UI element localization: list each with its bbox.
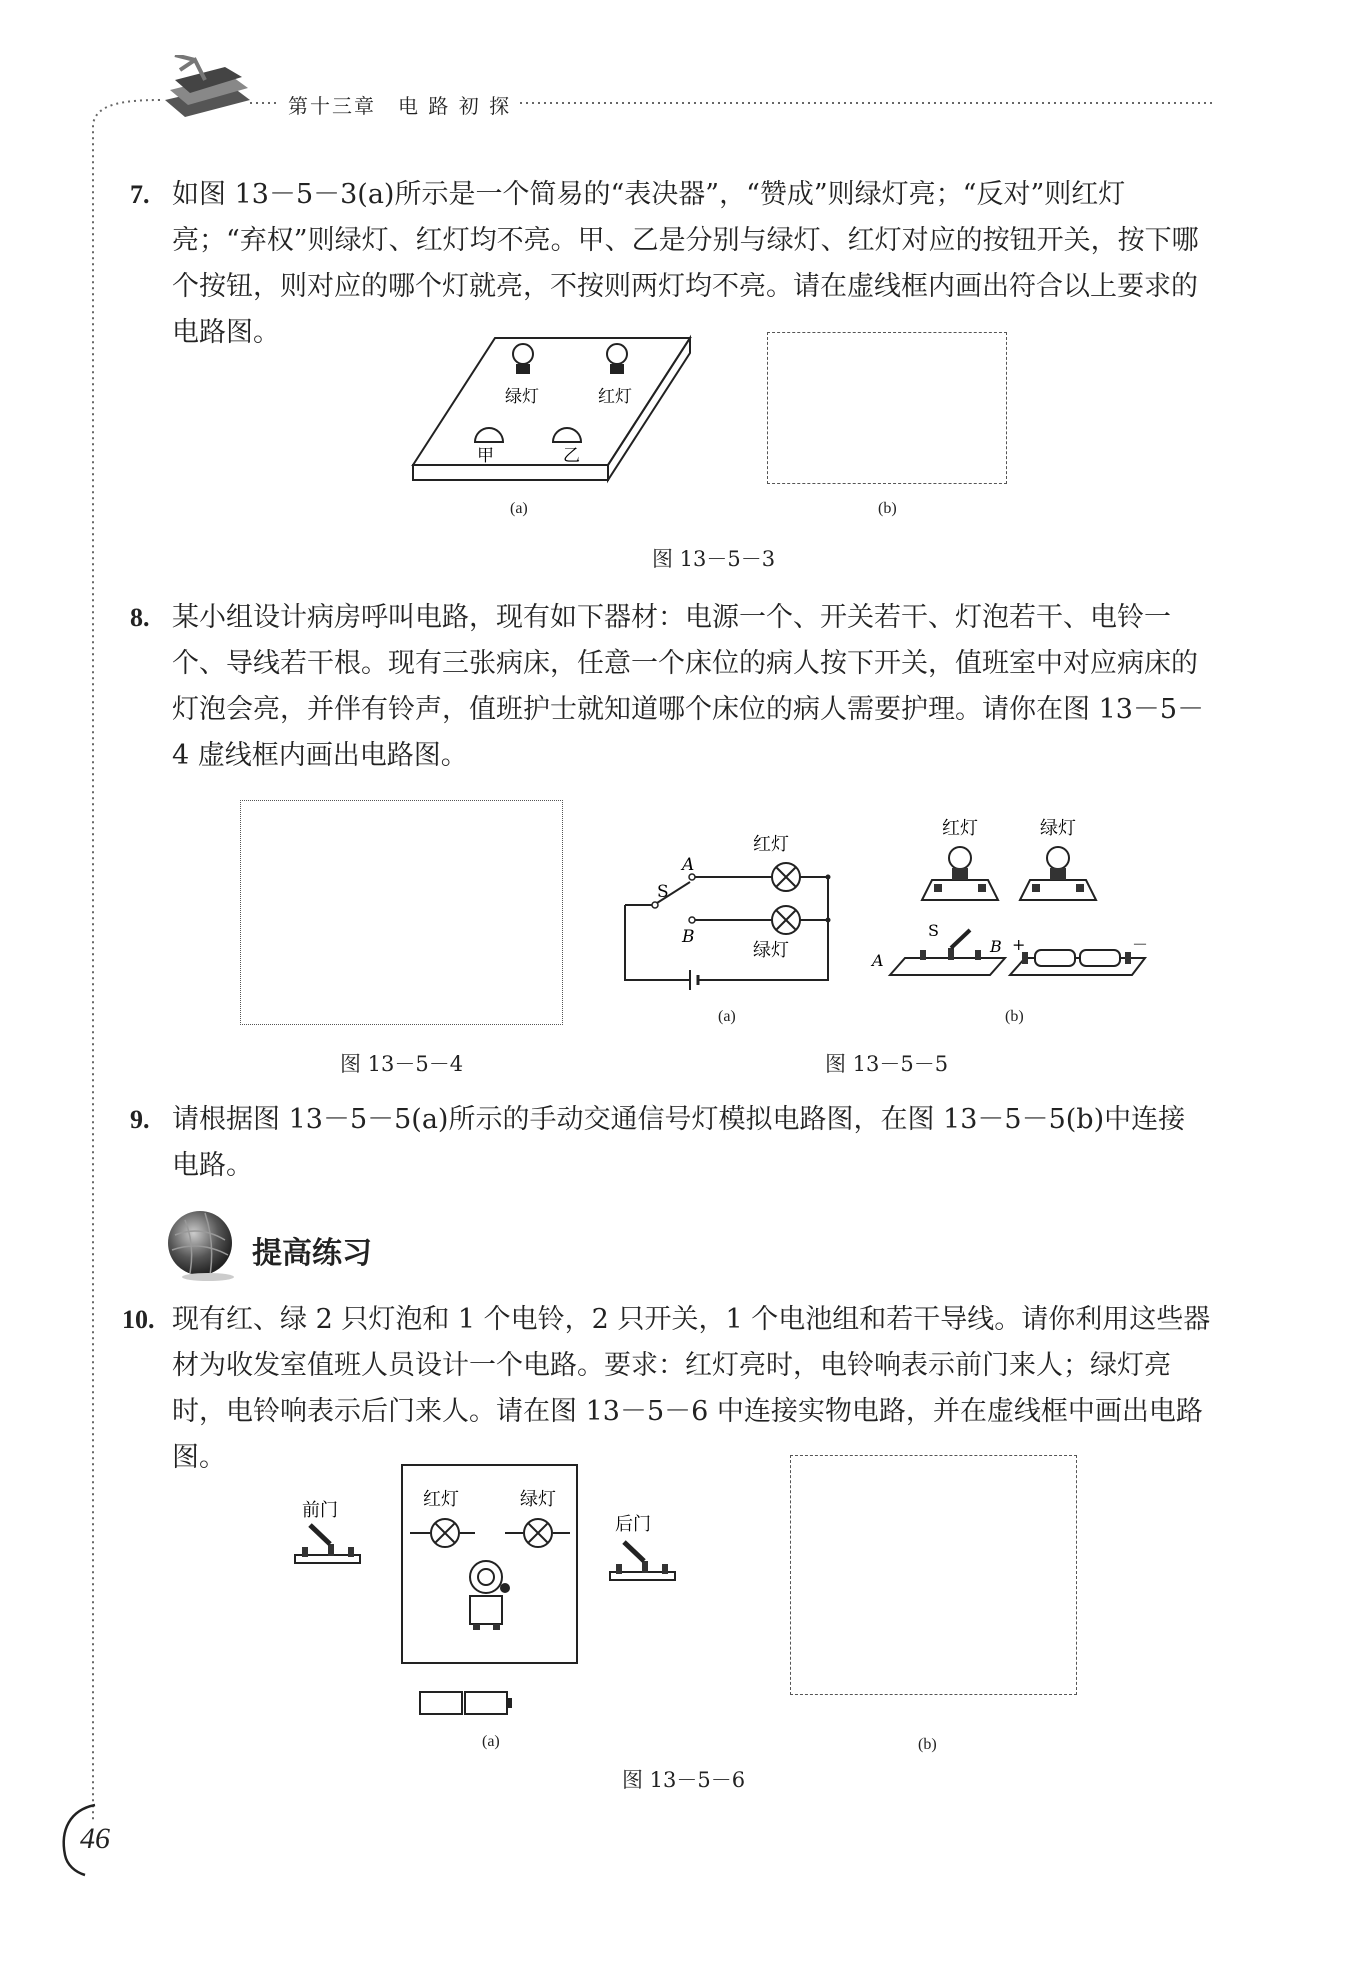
switch-s-label: S: [928, 921, 939, 940]
back-door-switch-icon: [610, 1542, 675, 1580]
button-jia-label: 甲: [477, 446, 494, 466]
button-yi-label: 乙: [563, 446, 580, 466]
question-8: [130, 595, 1212, 779]
question-text: 如图 13－5－3(a)所示是一个简易的“表决器”，“赞成”则绿灯亮；“反对”则红灯亮；“弃权”则绿灯、红灯均不亮。甲、乙是分别与绿灯、红灯对应的按钮开关，按下哪个按钮，则对应的哪个灯就亮，不按则两灯均不亮。请在虚线框内画出符合以上要求的电路图。: [172, 179, 1199, 348]
figure-label-b: (b): [918, 1736, 937, 1753]
traffic-light-circuit-diagram: [610, 820, 840, 1020]
figure-label-a: (a): [510, 500, 528, 517]
front-door-label: 前门: [302, 1500, 338, 1521]
question-text: 某小组设计病房呼叫电路，现有如下器材：电源一个、开关若干、灯泡若干、电铃一个、导线若干根。现有三张病床，任意一个床位的病人按下开关，值班室中对应病床的灯泡会亮，并伴有铃声，值班护士就知道哪个床位的病人需要护理。请你在图 13－5－4 虚线框内画出电路图。: [172, 602, 1205, 771]
back-door-label: 后门: [615, 1514, 651, 1535]
front-door-switch-icon: [295, 1525, 360, 1563]
figure-label-b: (b): [1005, 1008, 1024, 1025]
answer-box-13-5-3b[interactable]: [767, 332, 1007, 484]
red-bulb-icon: [607, 344, 627, 374]
voting-device-figure: [405, 330, 705, 490]
page-number: 46: [80, 1822, 110, 1855]
answer-box-13-5-6b[interactable]: [790, 1455, 1077, 1695]
battery-pack-icon: [420, 1692, 512, 1714]
green-lamp-label: 绿灯: [753, 940, 789, 961]
switch-s-label: S: [657, 882, 669, 902]
battery-positive-label: +: [1012, 935, 1026, 954]
red-lamp-symbol-icon: [772, 863, 800, 891]
green-lamp-label: 绿灯: [1040, 818, 1076, 839]
single-pole-double-throw-switch-icon: [890, 930, 1005, 975]
question-number: 10.: [122, 1305, 155, 1334]
green-bulb-icon: [513, 344, 533, 374]
contact-a-label: A: [682, 855, 695, 875]
contact-b-label: B: [990, 937, 1002, 956]
question-number: 8.: [130, 603, 150, 632]
figure-label-a: (a): [482, 1733, 500, 1750]
chapter-title: 第十三章 电 路 初 探: [288, 94, 512, 118]
red-lamp-holder-icon: [922, 847, 998, 900]
button-jia-icon: [475, 428, 503, 442]
green-light-label: 绿灯: [505, 387, 539, 407]
figure-label-a: (a): [718, 1008, 736, 1025]
green-lamp-symbol-icon: [772, 906, 800, 934]
figure-label-b: (b): [878, 500, 897, 517]
book-stack-icon: [150, 55, 255, 130]
figure-caption-13-5-5: 图 13－5－5: [825, 1052, 949, 1076]
question-text: 请根据图 13－5－5(a)所示的手动交通信号灯模拟电路图，在图 13－5－5(b)中连接电路。: [172, 1104, 1186, 1181]
traffic-light-physical-components: [870, 810, 1160, 985]
figure-caption-13-5-6: 图 13－5－6: [622, 1768, 746, 1792]
question-text: 现有红、绿 2 只灯泡和 1 个电铃，2 只开关，1 个电池组和若干导线。请你利用这些器材为收发室值班人员设计一个电路。要求：红灯亮时，电铃响表示前门来人；绿灯亮时，电铃响表示后门来人。请在图 13－5－6 中连接实物电路，并在虚线框中画出电路图。: [172, 1304, 1211, 1473]
question-number: 7.: [130, 180, 150, 209]
red-lamp-label: 红灯: [753, 834, 789, 855]
contact-b-label: B: [682, 927, 695, 947]
button-yi-icon: [553, 428, 581, 442]
reception-circuit-physical-figure: [290, 1460, 690, 1730]
section-title: 提高练习: [252, 1236, 372, 1271]
red-lamp-label: 红灯: [423, 1489, 459, 1510]
question-10: [122, 1297, 1212, 1481]
figure-caption-13-5-3: 图 13－5－3: [652, 547, 776, 571]
question-7: [130, 172, 1212, 356]
contact-a-label: A: [872, 951, 884, 970]
red-light-label: 红灯: [598, 387, 632, 407]
figure-caption-13-5-4: 图 13－5－4: [340, 1052, 464, 1076]
question-9: [130, 1097, 1212, 1189]
red-lamp-label: 红灯: [942, 818, 978, 839]
answer-box-13-5-4[interactable]: [240, 800, 563, 1025]
question-number: 9.: [130, 1105, 150, 1134]
green-lamp-label: 绿灯: [520, 1489, 556, 1510]
green-lamp-holder-icon: [1020, 847, 1096, 900]
sphere-section-icon: [160, 1205, 240, 1285]
battery-box-icon: [1010, 950, 1145, 975]
battery-negative-label: －: [1132, 935, 1149, 954]
